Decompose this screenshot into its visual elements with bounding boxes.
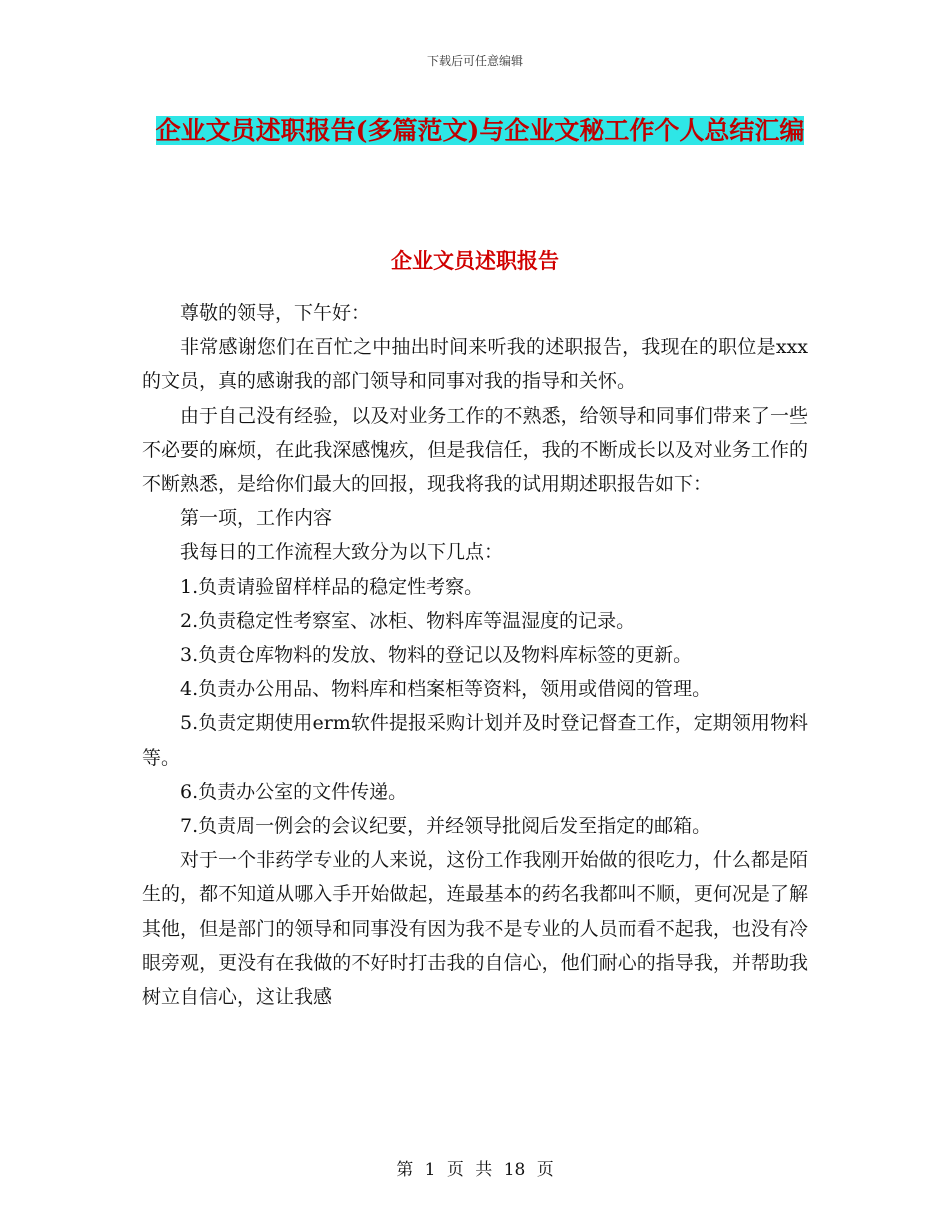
- list-item: 6.负责办公室的文件传递。: [180, 780, 408, 803]
- document-title-text: 企业文员述职报告(多篇范文)与企业文秘工作个人总结汇编: [155, 116, 805, 145]
- document-title: [140, 108, 820, 154]
- section-title: 企业文员述职报告: [391, 248, 559, 273]
- page-header-note: 下载后可任意编辑: [426, 54, 523, 68]
- list-item: 7.负责周一例会的会议纪要，并经领导批阅后发至指定的邮箱。: [180, 815, 712, 838]
- paragraph: 由于自己没有经验，以及对业务工作的不熟悉，给领导和同事们带来了一些不必要的麻烦，在此我深感愧疚，但是我信任，我的不断成长以及对业务工作的不断熟悉，是给你们最大的回报，现我将我的试用期述职报告如下：: [142, 404, 808, 496]
- list-item: 4.负责办公用品、物料库和档案柜等资料，领用或借阅的管理。: [180, 678, 712, 701]
- paragraph: 我每日的工作流程大致分为以下几点：: [180, 541, 504, 564]
- paragraph-heading: 第一项，工作内容: [180, 507, 333, 530]
- list-item: 2.负责稳定性考察室、冰柜、物料库等温湿度的记录。: [180, 609, 636, 632]
- list-item: 1.负责请验留样样品的稳定性考察。: [180, 575, 484, 598]
- paragraph: 对于一个非药学专业的人来说，这份工作我刚开始做的很吃力，什么都是陌生的，都不知道从哪入手开始做起，连最基本的药名我都叫不顺，更何况是了解其他，但是部门的领导和同事没有因为我不是专业的人员而看不起我，也没有冷眼旁观，更没有在我做的不好时打击我的自信心，他们耐心的指导我，并帮助我树立自信心，这让我感: [142, 849, 808, 1009]
- page-number-footer: 第 1 页 共 18 页: [396, 1160, 554, 1180]
- list-item: 3.负责仓库物料的发放、物料的登记以及物料库标签的更新。: [180, 644, 693, 667]
- list-item: 5.负责定期使用erm软件提报采购计划并及时登记督查工作，定期领用物料等。: [142, 712, 808, 769]
- document-body: [142, 296, 808, 1014]
- paragraph-greeting: 尊敬的领导，下午好：: [180, 302, 371, 324]
- paragraph: 非常感谢您们在百忙之中抽出时间来听我的述职报告，我现在的职位是xxx的文员，真的感谢我的部门领导和同事对我的指导和关怀。: [142, 336, 808, 393]
